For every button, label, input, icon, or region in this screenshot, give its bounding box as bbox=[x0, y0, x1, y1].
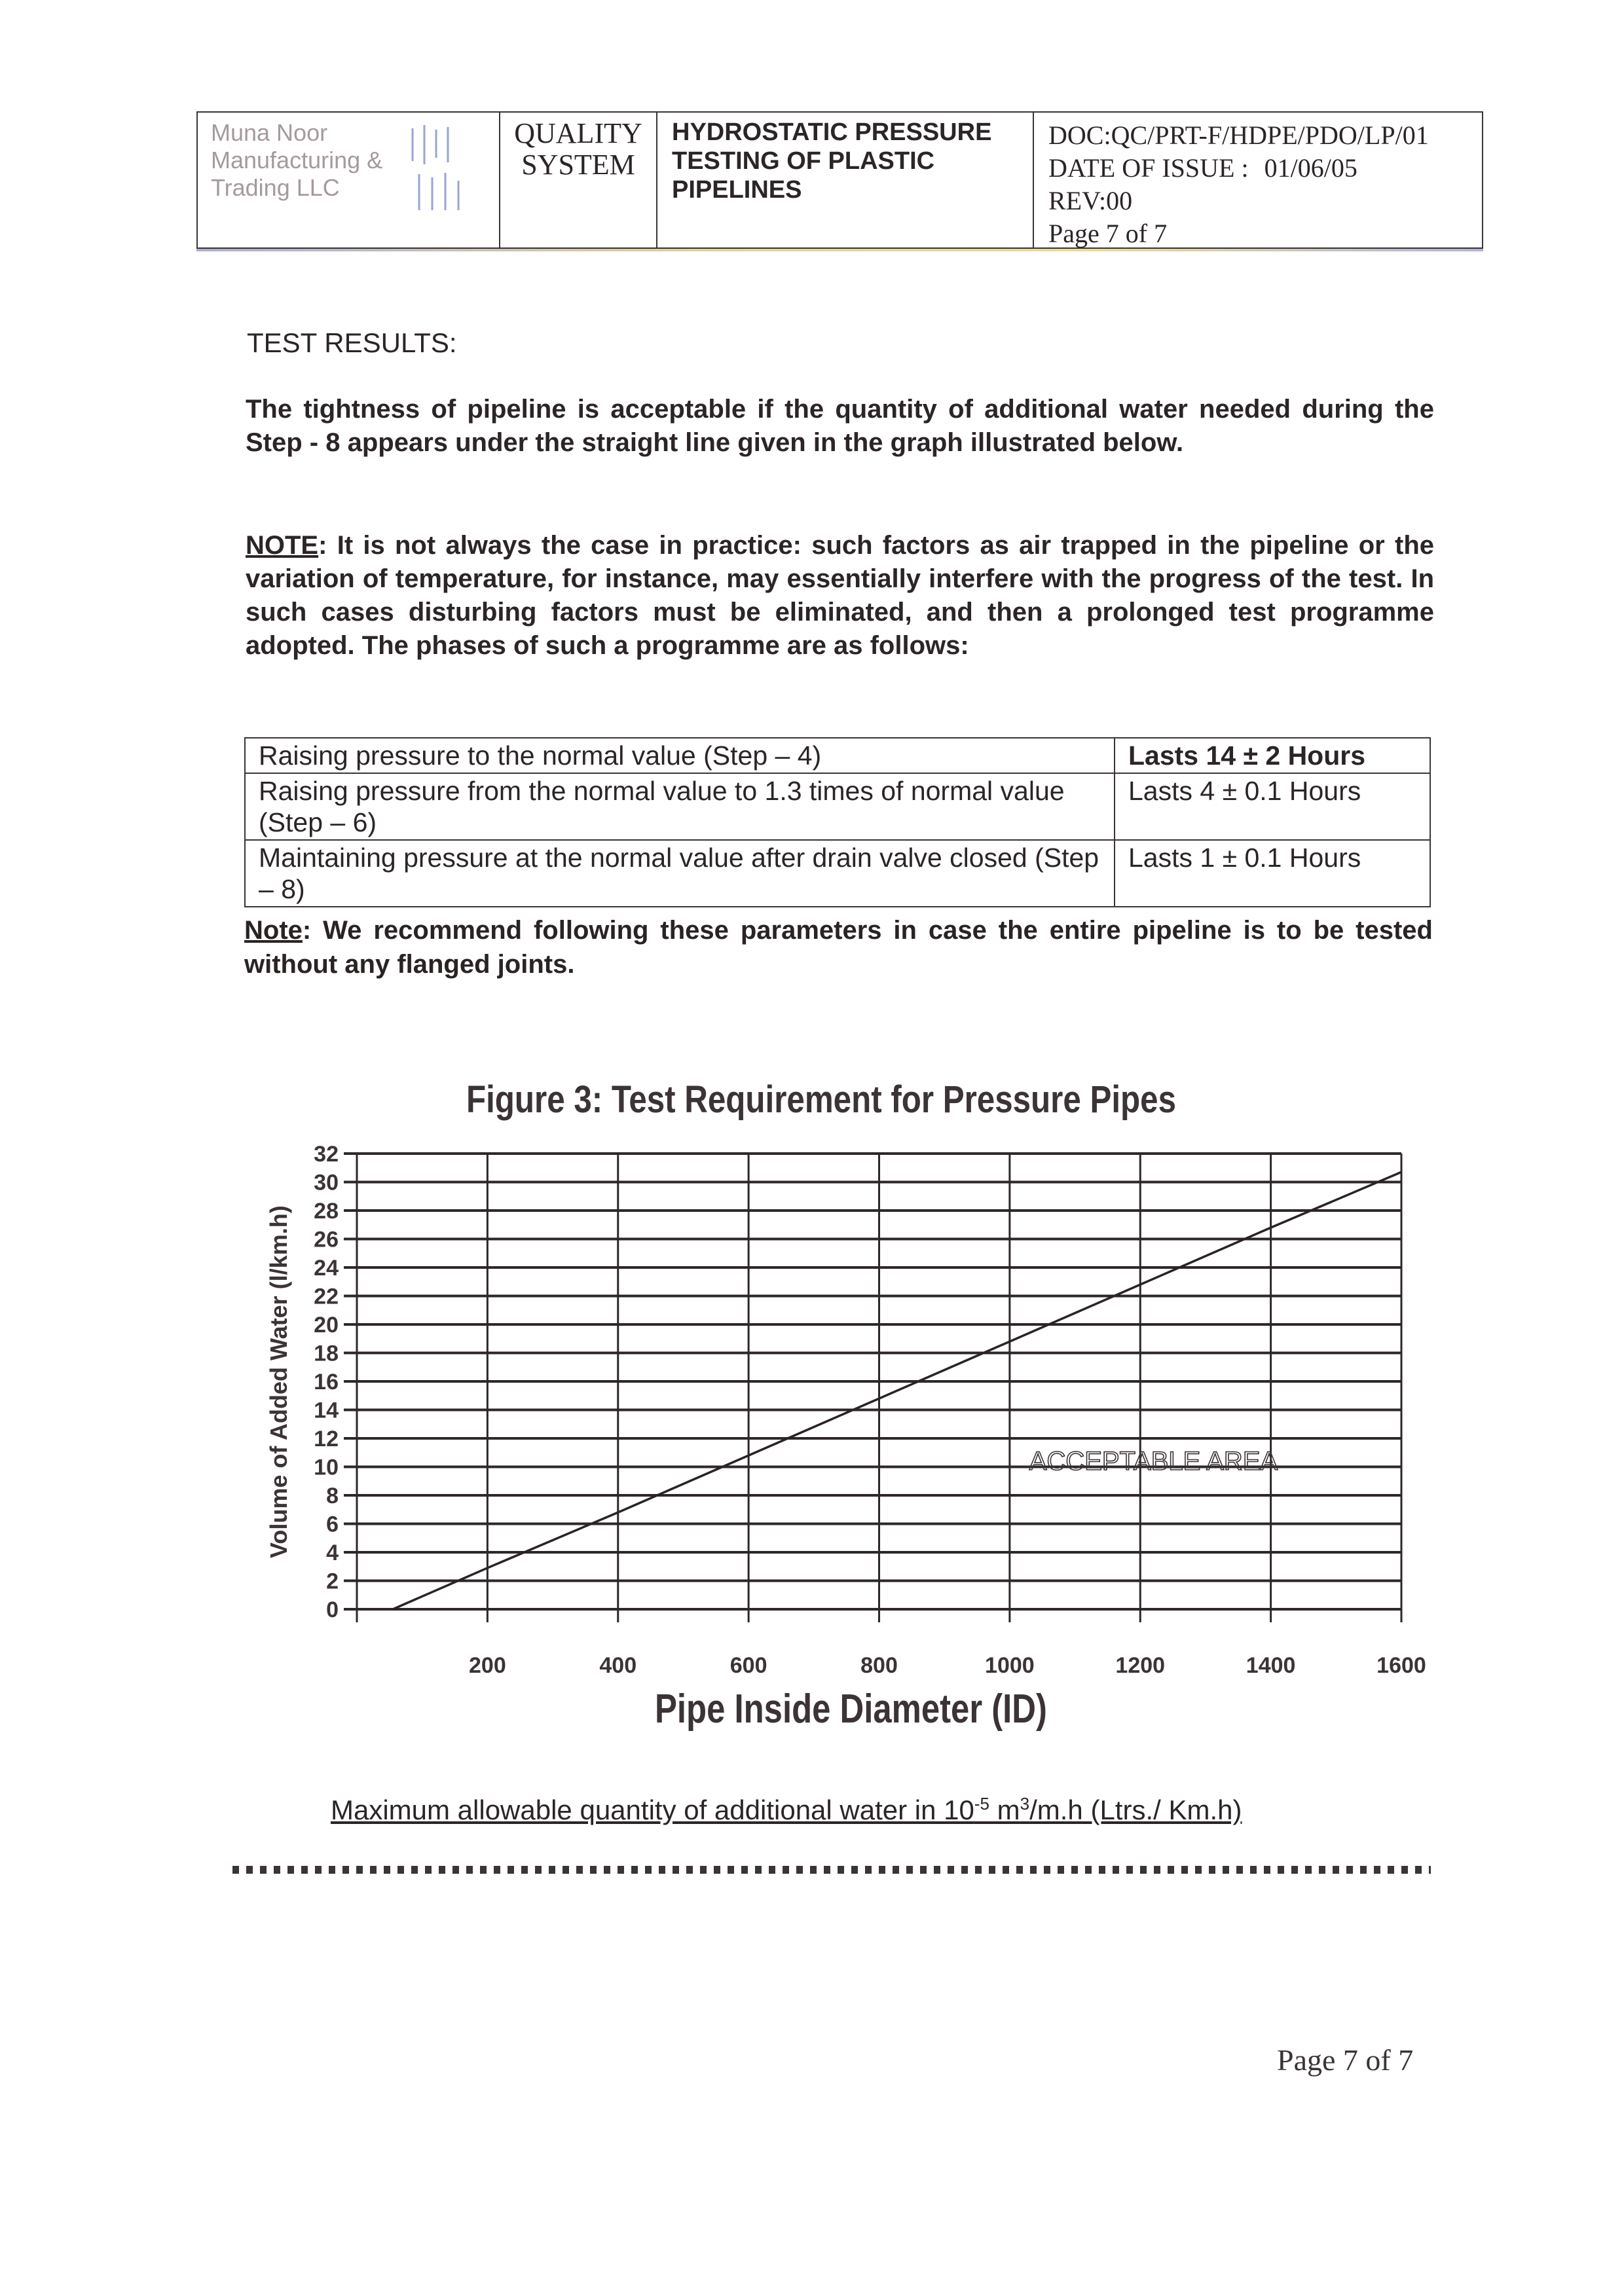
table-row bbox=[245, 773, 1430, 840]
document-number: DOC:QC/PRT-F/HDPE/PDO/LP/01 bbox=[1048, 120, 1429, 150]
x-tick-label: 1000 bbox=[985, 1653, 1035, 1678]
quality-system-cell bbox=[500, 113, 657, 247]
phase-cell: Raising pressure to the normal value (Step – 4) bbox=[245, 738, 1115, 773]
y-tick-label: 16 bbox=[314, 1370, 339, 1394]
y-tick-label: 10 bbox=[314, 1455, 339, 1480]
y-tick-label: 2 bbox=[326, 1569, 339, 1594]
duration-cell: Lasts 1 ± 0.1 Hours bbox=[1115, 840, 1430, 907]
quality-system-label: QUALITY bbox=[514, 117, 642, 149]
y-tick-label: 6 bbox=[326, 1512, 339, 1537]
caption-text: /m.h (Ltrs./ Km.h) bbox=[1029, 1795, 1242, 1825]
caption-exponent: -5 bbox=[974, 1794, 989, 1813]
x-tick-label: 800 bbox=[860, 1653, 898, 1678]
document-title-line: TESTING OF PLASTIC bbox=[672, 147, 935, 175]
recommendation-note bbox=[244, 913, 1433, 981]
note-paragraph bbox=[246, 529, 1434, 663]
paragraph-acceptance: The tightness of pipeline is acceptable if the quantity of additional water needed during the Step - 8 appears under the straight line given in the graph illustrated below. bbox=[246, 395, 1434, 457]
dotted-divider bbox=[232, 1866, 1431, 1874]
y-tick-label: 26 bbox=[314, 1227, 339, 1252]
y-tick-label: 0 bbox=[326, 1597, 339, 1622]
x-tick-label: 200 bbox=[469, 1653, 506, 1678]
note-label: Note bbox=[244, 916, 303, 945]
y-tick-label: 4 bbox=[326, 1540, 339, 1565]
document-title-line: PIPELINES bbox=[672, 176, 802, 204]
caption-text: m bbox=[989, 1795, 1020, 1825]
date-of-issue bbox=[1048, 152, 1482, 185]
company-name bbox=[211, 119, 382, 202]
y-tick-label: 28 bbox=[314, 1199, 339, 1224]
caption-superscript: 3 bbox=[1020, 1794, 1030, 1813]
document-header bbox=[196, 111, 1483, 249]
y-tick-label: 14 bbox=[314, 1398, 339, 1423]
line-chart bbox=[262, 1126, 1441, 1689]
date-of-issue-label: DATE OF ISSUE : bbox=[1048, 153, 1249, 183]
footer-page-number: Page 7 of 7 bbox=[1277, 2043, 1414, 2077]
company-name-line: Trading LLC bbox=[211, 174, 340, 201]
x-tick-label: 400 bbox=[599, 1653, 637, 1678]
phases-table bbox=[244, 737, 1431, 907]
duration-cell: Lasts 14 ± 2 Hours bbox=[1115, 738, 1430, 773]
figure-title: Figure 3: Test Requirement for Pressure Pipes bbox=[466, 1078, 1177, 1121]
phase-cell: Maintaining pressure at the normal value after drain valve closed (Step – 8) bbox=[245, 840, 1115, 907]
y-tick-label: 12 bbox=[314, 1427, 339, 1451]
y-axis-label: Volume of Added Water (l/km.h) bbox=[265, 1205, 292, 1558]
y-tick-label: 24 bbox=[314, 1256, 339, 1281]
y-tick-label: 18 bbox=[314, 1341, 339, 1366]
x-tick-label: 1200 bbox=[1115, 1653, 1166, 1678]
note-text: : It is not always the case in practice: such factors as air trapped in the pipeline or the variation of temperature, for instance, may essentially interfere with the progress of the test. In such cases disturbing factors must be eliminated, and then a prolonged test programme adopted. The phases of such a programme are as follows: bbox=[246, 531, 1434, 660]
y-tick-label: 30 bbox=[314, 1170, 339, 1195]
acceptable-area-label: ACCEPTABLE AREA bbox=[1029, 1446, 1278, 1476]
duration-cell: Lasts 4 ± 0.1 Hours bbox=[1115, 773, 1430, 840]
note-text: : We recommend following these parameters in case the entire pipeline is to be tested without any flanged joints. bbox=[244, 916, 1433, 979]
x-tick-label: 1400 bbox=[1246, 1653, 1296, 1678]
note-label: NOTE bbox=[246, 531, 319, 560]
revision: REV:00 bbox=[1048, 186, 1133, 215]
caption-text: Maximum allowable quantity of additional water in 10 bbox=[331, 1795, 974, 1825]
x-tick-label: 1600 bbox=[1376, 1653, 1426, 1678]
quality-system-label: SYSTEM bbox=[521, 149, 635, 181]
document-meta-cell bbox=[1034, 113, 1482, 247]
document-title-cell bbox=[657, 113, 1034, 247]
section-heading: TEST RESULTS: bbox=[247, 327, 457, 358]
y-tick-label: 8 bbox=[326, 1484, 339, 1508]
table-row bbox=[245, 840, 1430, 907]
table-row bbox=[245, 738, 1430, 773]
y-tick-label: 32 bbox=[314, 1142, 339, 1167]
date-of-issue-value: 01/06/05 bbox=[1264, 153, 1357, 183]
company-name-line: Muna Noor bbox=[211, 119, 328, 146]
x-axis-label: Pipe Inside Diameter (ID) bbox=[655, 1686, 1047, 1732]
header-page-number: Page 7 of 7 bbox=[1048, 219, 1168, 248]
limit-line bbox=[393, 1172, 1401, 1609]
x-tick-label: 600 bbox=[729, 1653, 767, 1678]
phase-cell: Raising pressure from the normal value to 1.3 times of normal value (Step – 6) bbox=[245, 773, 1115, 840]
document-title-line: HYDROSTATIC PRESSURE bbox=[672, 118, 992, 146]
y-tick-label: 22 bbox=[314, 1284, 339, 1309]
y-tick-label: 20 bbox=[314, 1313, 339, 1338]
company-name-line: Manufacturing & bbox=[211, 147, 383, 173]
company-logo-icon bbox=[406, 122, 465, 213]
company-logo-cell bbox=[198, 113, 500, 247]
figure-caption bbox=[331, 1794, 1242, 1826]
